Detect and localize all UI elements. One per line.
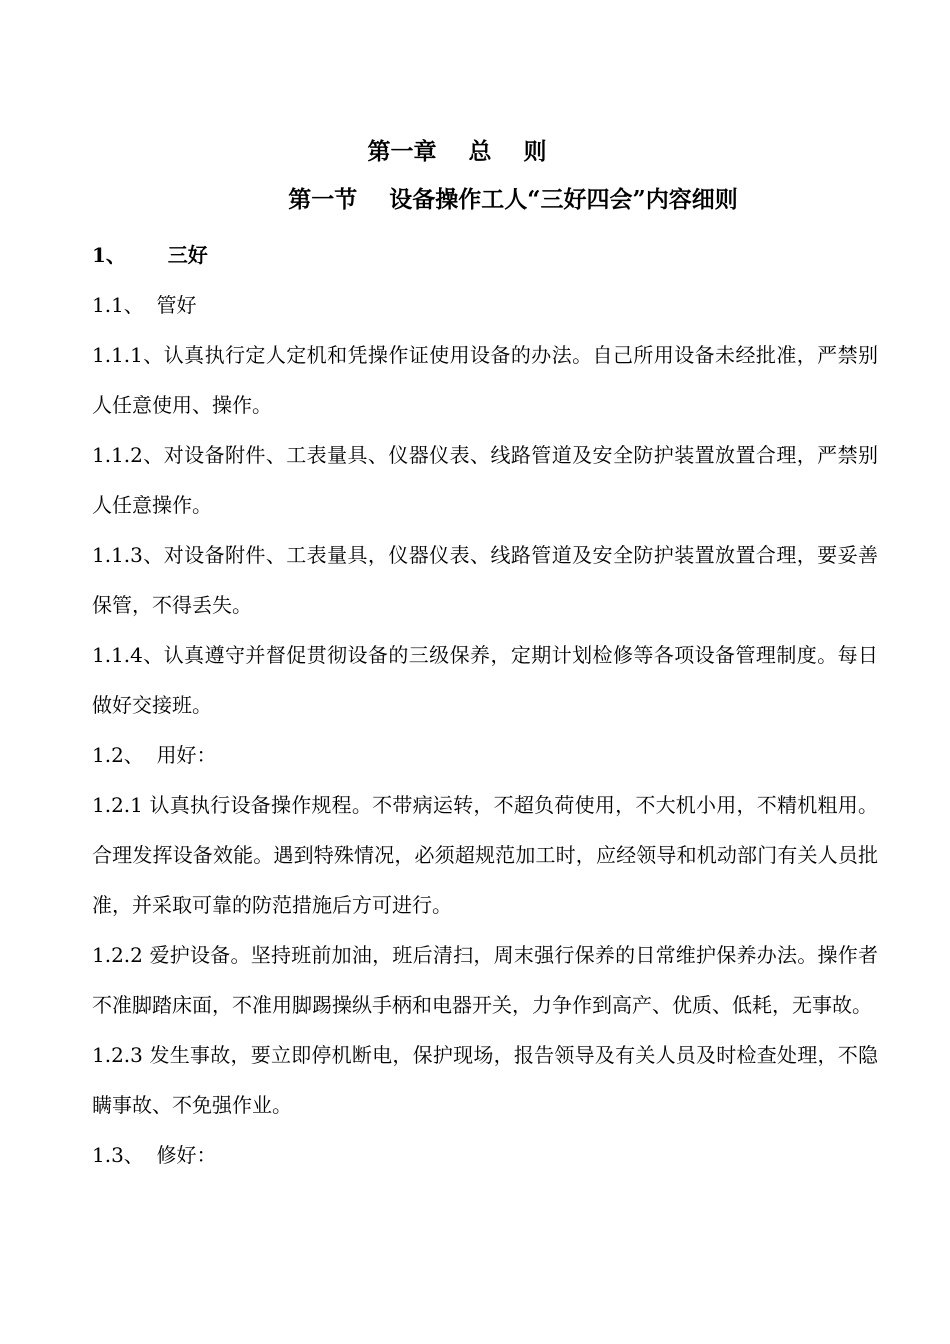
paragraph-1-1-3: 1.1.3、对设备附件、工表量具，仪器仪表、线路管道及安全防护装置放置合理，要妥善保管，不得丢失。 [92,543,878,617]
paragraph-1-2-1: 1.2.1 认真执行设备操作规程。不带病运转，不超负荷使用，不大机小用，不精机粗用。合理发挥设备效能。遇到特殊情况，必须超规范加工时，应经领导和机动部门有关人员批准，并采取可靠的防范措施后方可进行。 [92,793,878,917]
paragraph-1-2-3: 1.2.3 发生事故，要立即停机断电，保护现场，报告领导及有关人员及时检查处理，不隐瞒事故、不免强作业。 [92,1043,878,1117]
heading-guan-hao: 1.1、 管好 [92,293,197,317]
heading-xiu-hao: 1.3、 修好： [92,1143,217,1167]
paragraph-1-1-2: 1.1.2、对设备附件、工表量具、仪器仪表、线路管道及安全防护装置放置合理，严禁别人任意操作。 [92,443,878,517]
document-body [92,230,878,1180]
section-title: 第一节 设备操作工人“三好四会”内容细则 [288,186,738,213]
chapter-title: 第一章 总 则 [367,138,547,165]
heading-san-hao: 1、 三好 [92,243,208,267]
heading-yong-hao: 1.2、 用好： [92,743,217,767]
paragraph-1-1-1: 1.1.1、认真执行定人定机和凭操作证使用设备的办法。自己所用设备未经批准，严禁别人任意使用、操作。 [92,343,878,417]
paragraph-1-1-4: 1.1.4、认真遵守并督促贯彻设备的三级保养，定期计划检修等各项设备管理制度。每日做好交接班。 [92,643,878,717]
paragraph-1-2-2: 1.2.2 爱护设备。坚持班前加油，班后清扫，周末强行保养的日常维护保养办法。操作者不准脚踏床面，不准用脚踢操纵手柄和电器开关，力争作到高产、优质、低耗，无事故。 [92,943,878,1017]
